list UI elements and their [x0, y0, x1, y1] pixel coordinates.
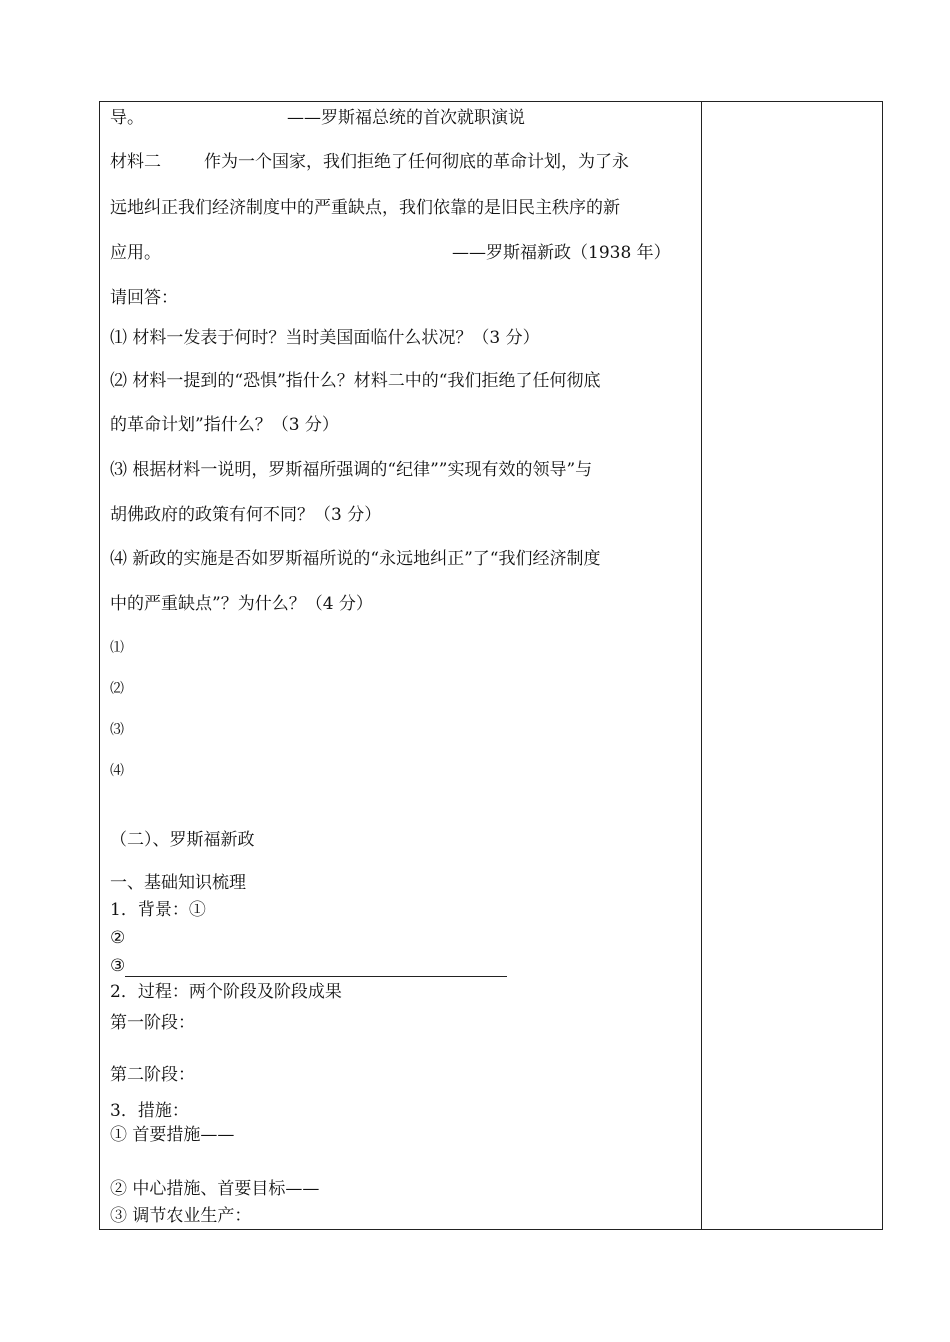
stage-2-label: 第二阶段： — [110, 1065, 195, 1085]
basic-knowledge-heading: 一、基础知识梳理 — [110, 873, 246, 893]
background-item-1: 1．背景：① — [110, 900, 206, 920]
answer-3-marker: ⑶ — [110, 722, 124, 738]
question-2-line-1: ⑵ 材料一提到的“恐惧”指什么？材料二中的“我们拒绝了任何彻底 — [110, 371, 601, 391]
question-2-line-2: 的革命计划”指什么？（3 分） — [110, 415, 339, 435]
background-item-2: ② — [110, 928, 126, 948]
material-one-source: ——罗斯福总统的首次就职演说 — [287, 108, 525, 128]
question-4-line-2: 中的严重缺点”？为什么？（4 分） — [110, 594, 373, 614]
measure-3: ③ 调节农业生产： — [110, 1206, 252, 1226]
circle-number: ③ — [110, 956, 126, 976]
question-4-line-1: ⑷ 新政的实施是否如罗斯福所说的“永远地纠正”了“我们经济制度 — [110, 549, 601, 569]
background-item-3 — [110, 955, 507, 977]
material-one-ending — [110, 107, 144, 129]
question-3-line-2: 胡佛政府的政策有何不同？（3 分） — [110, 505, 382, 525]
process-heading: 2．过程：两个阶段及阶段成果 — [110, 982, 342, 1002]
answer-2-marker: ⑵ — [110, 681, 124, 697]
measure-2: ② 中心措施、首要目标—— — [110, 1179, 320, 1199]
material-two-line-3 — [110, 242, 161, 264]
column-divider — [701, 101, 702, 1230]
fill-in-blank[interactable] — [125, 958, 507, 977]
material-two-line-2: 远地纠正我们经济制度中的严重缺点，我们依靠的是旧民主秩序的新 — [110, 198, 620, 218]
material-two-source: ——罗斯福新政（1938 年） — [452, 243, 671, 263]
please-answer: 请回答： — [110, 288, 178, 308]
document-table — [99, 101, 883, 1230]
measures-heading: 3．措施： — [110, 1101, 189, 1121]
material-two-label: 材料二 — [110, 152, 161, 172]
answer-4-marker: ⑷ — [110, 763, 124, 779]
text-fragment: 导。 — [110, 108, 144, 128]
stage-1-label: 第一阶段： — [110, 1013, 195, 1033]
question-3-line-1: ⑶ 根据材料一说明，罗斯福所强调的“纪律””实现有效的领导”与 — [110, 460, 593, 480]
answer-1-marker: ⑴ — [110, 640, 124, 656]
section-2-heading: （二）、罗斯福新政 — [110, 830, 255, 850]
question-1: ⑴ 材料一发表于何时？当时美国面临什么状况？（3 分） — [110, 328, 540, 348]
material-two-text: 作为一个国家，我们拒绝了任何彻底的革命计划，为了永 — [204, 152, 629, 172]
measure-1: ① 首要措施—— — [110, 1125, 235, 1145]
text-fragment: 应用。 — [110, 243, 161, 263]
material-two-line-1 — [110, 151, 161, 173]
